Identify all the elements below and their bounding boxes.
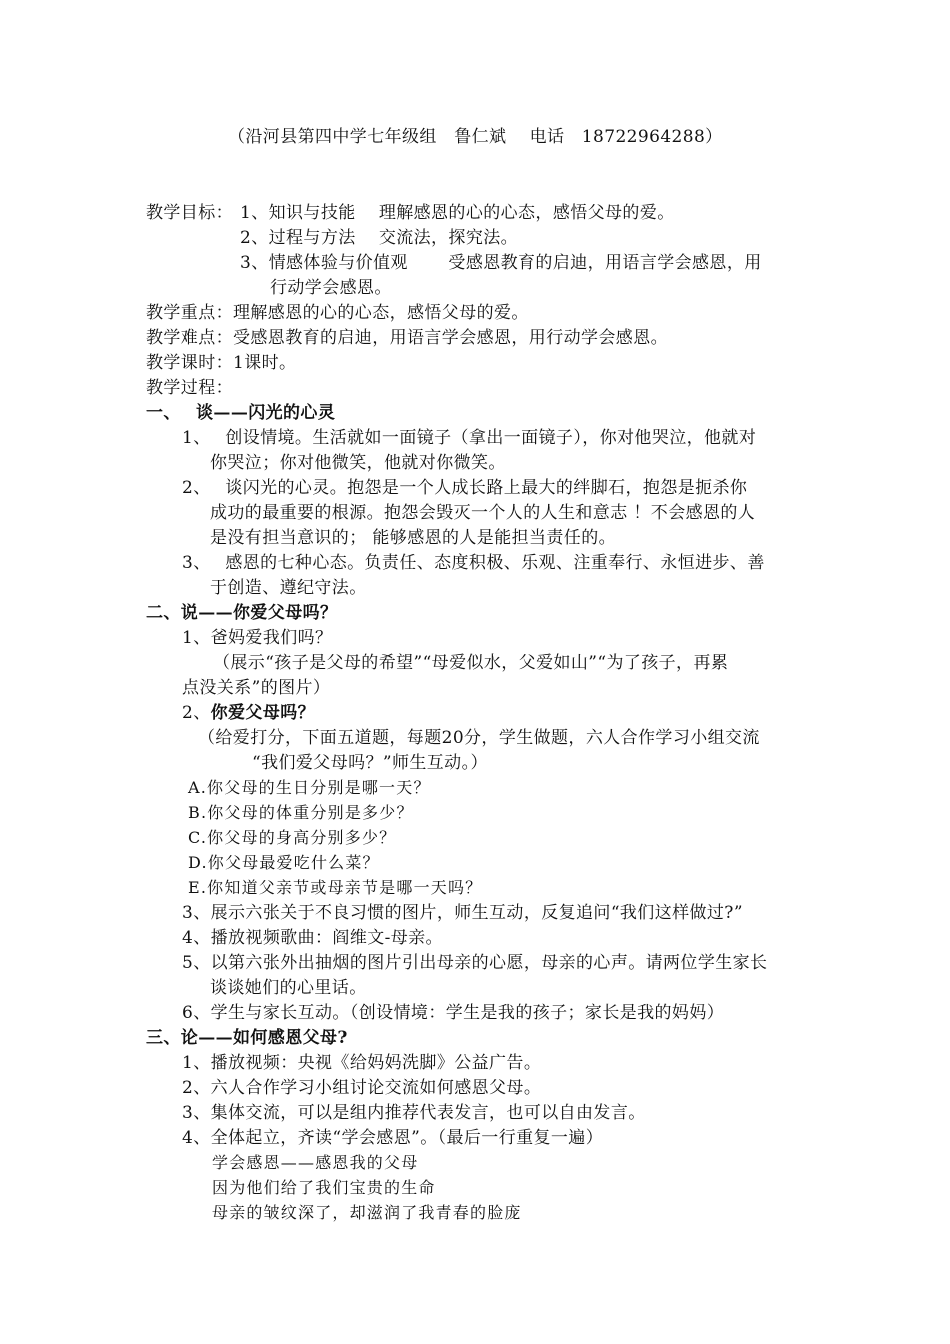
section2-item4: 4、播放视频歌曲：阎维文-母亲。 — [182, 928, 443, 948]
section2-item2-number: 2、 — [182, 703, 211, 723]
objective-3: 3、情感体验与价值观 受感恩教育的启迪，用语言学会感恩，用 — [240, 253, 762, 273]
section1-item2-cont1: 成功的最重要的根源。抱怨会毁灭一个人的人生和意志 ！不会感恩的人 — [210, 503, 756, 523]
quiz-question-b: B.你父母的体重分别是多少？ — [188, 803, 414, 822]
objective-3-cont: 行动学会感恩。 — [270, 278, 392, 298]
poem-line-3: 母亲的皱纹深了，却滋润了我青春的脸庞 — [212, 1203, 522, 1222]
section1-item2-cont2: 是没有担当意识的； 能够感恩的人是能担当责任的。 — [210, 528, 617, 548]
poem-line-2: 因为他们给了我们宝贵的生命 — [212, 1178, 436, 1197]
section2-item5-cont: 谈谈她们的心里话。 — [210, 978, 367, 998]
section1-item3-cont: 于创造、遵纪守法。 — [210, 578, 367, 598]
section1-item3: 3、 感恩的七种心态。负责任、态度积极、乐观、注重奉行、永恒进步、善 — [182, 553, 765, 573]
poem-line-1: 学会感恩——感恩我的父母 — [212, 1153, 419, 1172]
quiz-question-a: A.你父母的生日分别是哪一天？ — [188, 778, 431, 797]
section2-item2-title: 你爱父母吗？ — [210, 703, 316, 723]
objectives-label: 教学目标： — [146, 203, 233, 223]
section3-heading: 三、论——如何感恩父母? — [146, 1028, 348, 1048]
section1-item1-cont: 你哭泣；你对他微笑，他就对你微笑。 — [210, 453, 506, 473]
quiz-question-d: D.你父母最爱吃什么菜？ — [188, 853, 380, 872]
objective-1: 1、知识与技能 理解感恩的心的心态，感悟父母的爱。 — [240, 203, 675, 223]
section2-item3: 3、展示六张关于不良习惯的图片，师生互动，反复追问“我们这样做过?” — [182, 903, 743, 923]
section2-item2-note: （给爱打分，下面五道题，每题20分，学生做题，六人合作学习小组交流 — [198, 728, 760, 748]
section2-item6: 6、学生与家长互动。（创设情境：学生是我的孩子；家长是我的妈妈） — [182, 1003, 725, 1023]
section2-item5: 5、以第六张外出抽烟的图片引出母亲的心愿，母亲的心声。请两位学生家长 — [182, 953, 768, 973]
objective-2: 2、过程与方法 交流法，探究法。 — [240, 228, 519, 248]
section2-heading: 二、说——你爱父母吗？ — [146, 603, 338, 623]
section1-item1: 1、 创设情境。生活就如一面镜子（拿出一面镜子），你对他哭泣，他就对 — [182, 428, 757, 448]
section3-item1: 1、播放视频：央视《给妈妈洗脚》公益广告。 — [182, 1053, 542, 1073]
process-label: 教学过程： — [146, 378, 233, 398]
section2-item1-note: （展示“孩子是父母的希望”“母爱似水，父爱如山”“为了孩子，再累 — [213, 653, 729, 673]
section3-item4: 4、全体起立，齐读“学会感恩”。（最后一行重复一遍） — [182, 1128, 604, 1148]
section2-item2-note-cont: “我们爱父母吗？”师生互动。） — [252, 753, 488, 773]
section2-item2 — [182, 701, 315, 725]
quiz-question-e: E.你知道父亲节或母亲节是哪一天吗？ — [188, 878, 483, 897]
difficulty: 教学难点：受感恩教育的启迪，用语言学会感恩，用行动学会感恩。 — [146, 328, 668, 348]
key-point: 教学重点：理解感恩的心的心态，感悟父母的爱。 — [146, 303, 529, 323]
quiz-question-c: C.你父母的身高分别多少？ — [188, 828, 397, 847]
section2-item1-note-cont: 点没关系”的图片） — [182, 678, 331, 698]
section1-heading: 一、 谈——闪光的心灵 — [146, 403, 336, 423]
section1-item2: 2、 谈闪光的心灵。抱怨是一个人成长路上最大的绊脚石，抱怨是扼杀你 — [182, 478, 748, 498]
class-hours: 教学课时：1课时。 — [146, 353, 297, 373]
header-contact: （沿河县第四中学七年级组 鲁仁斌 电话 18722964288） — [228, 127, 723, 147]
section2-item1: 1、爸妈爱我们吗？ — [182, 628, 333, 648]
section3-item3: 3、集体交流，可以是组内推荐代表发言，也可以自由发言。 — [182, 1103, 646, 1123]
section3-item2: 2、六人合作学习小组讨论交流如何感恩父母。 — [182, 1078, 542, 1098]
